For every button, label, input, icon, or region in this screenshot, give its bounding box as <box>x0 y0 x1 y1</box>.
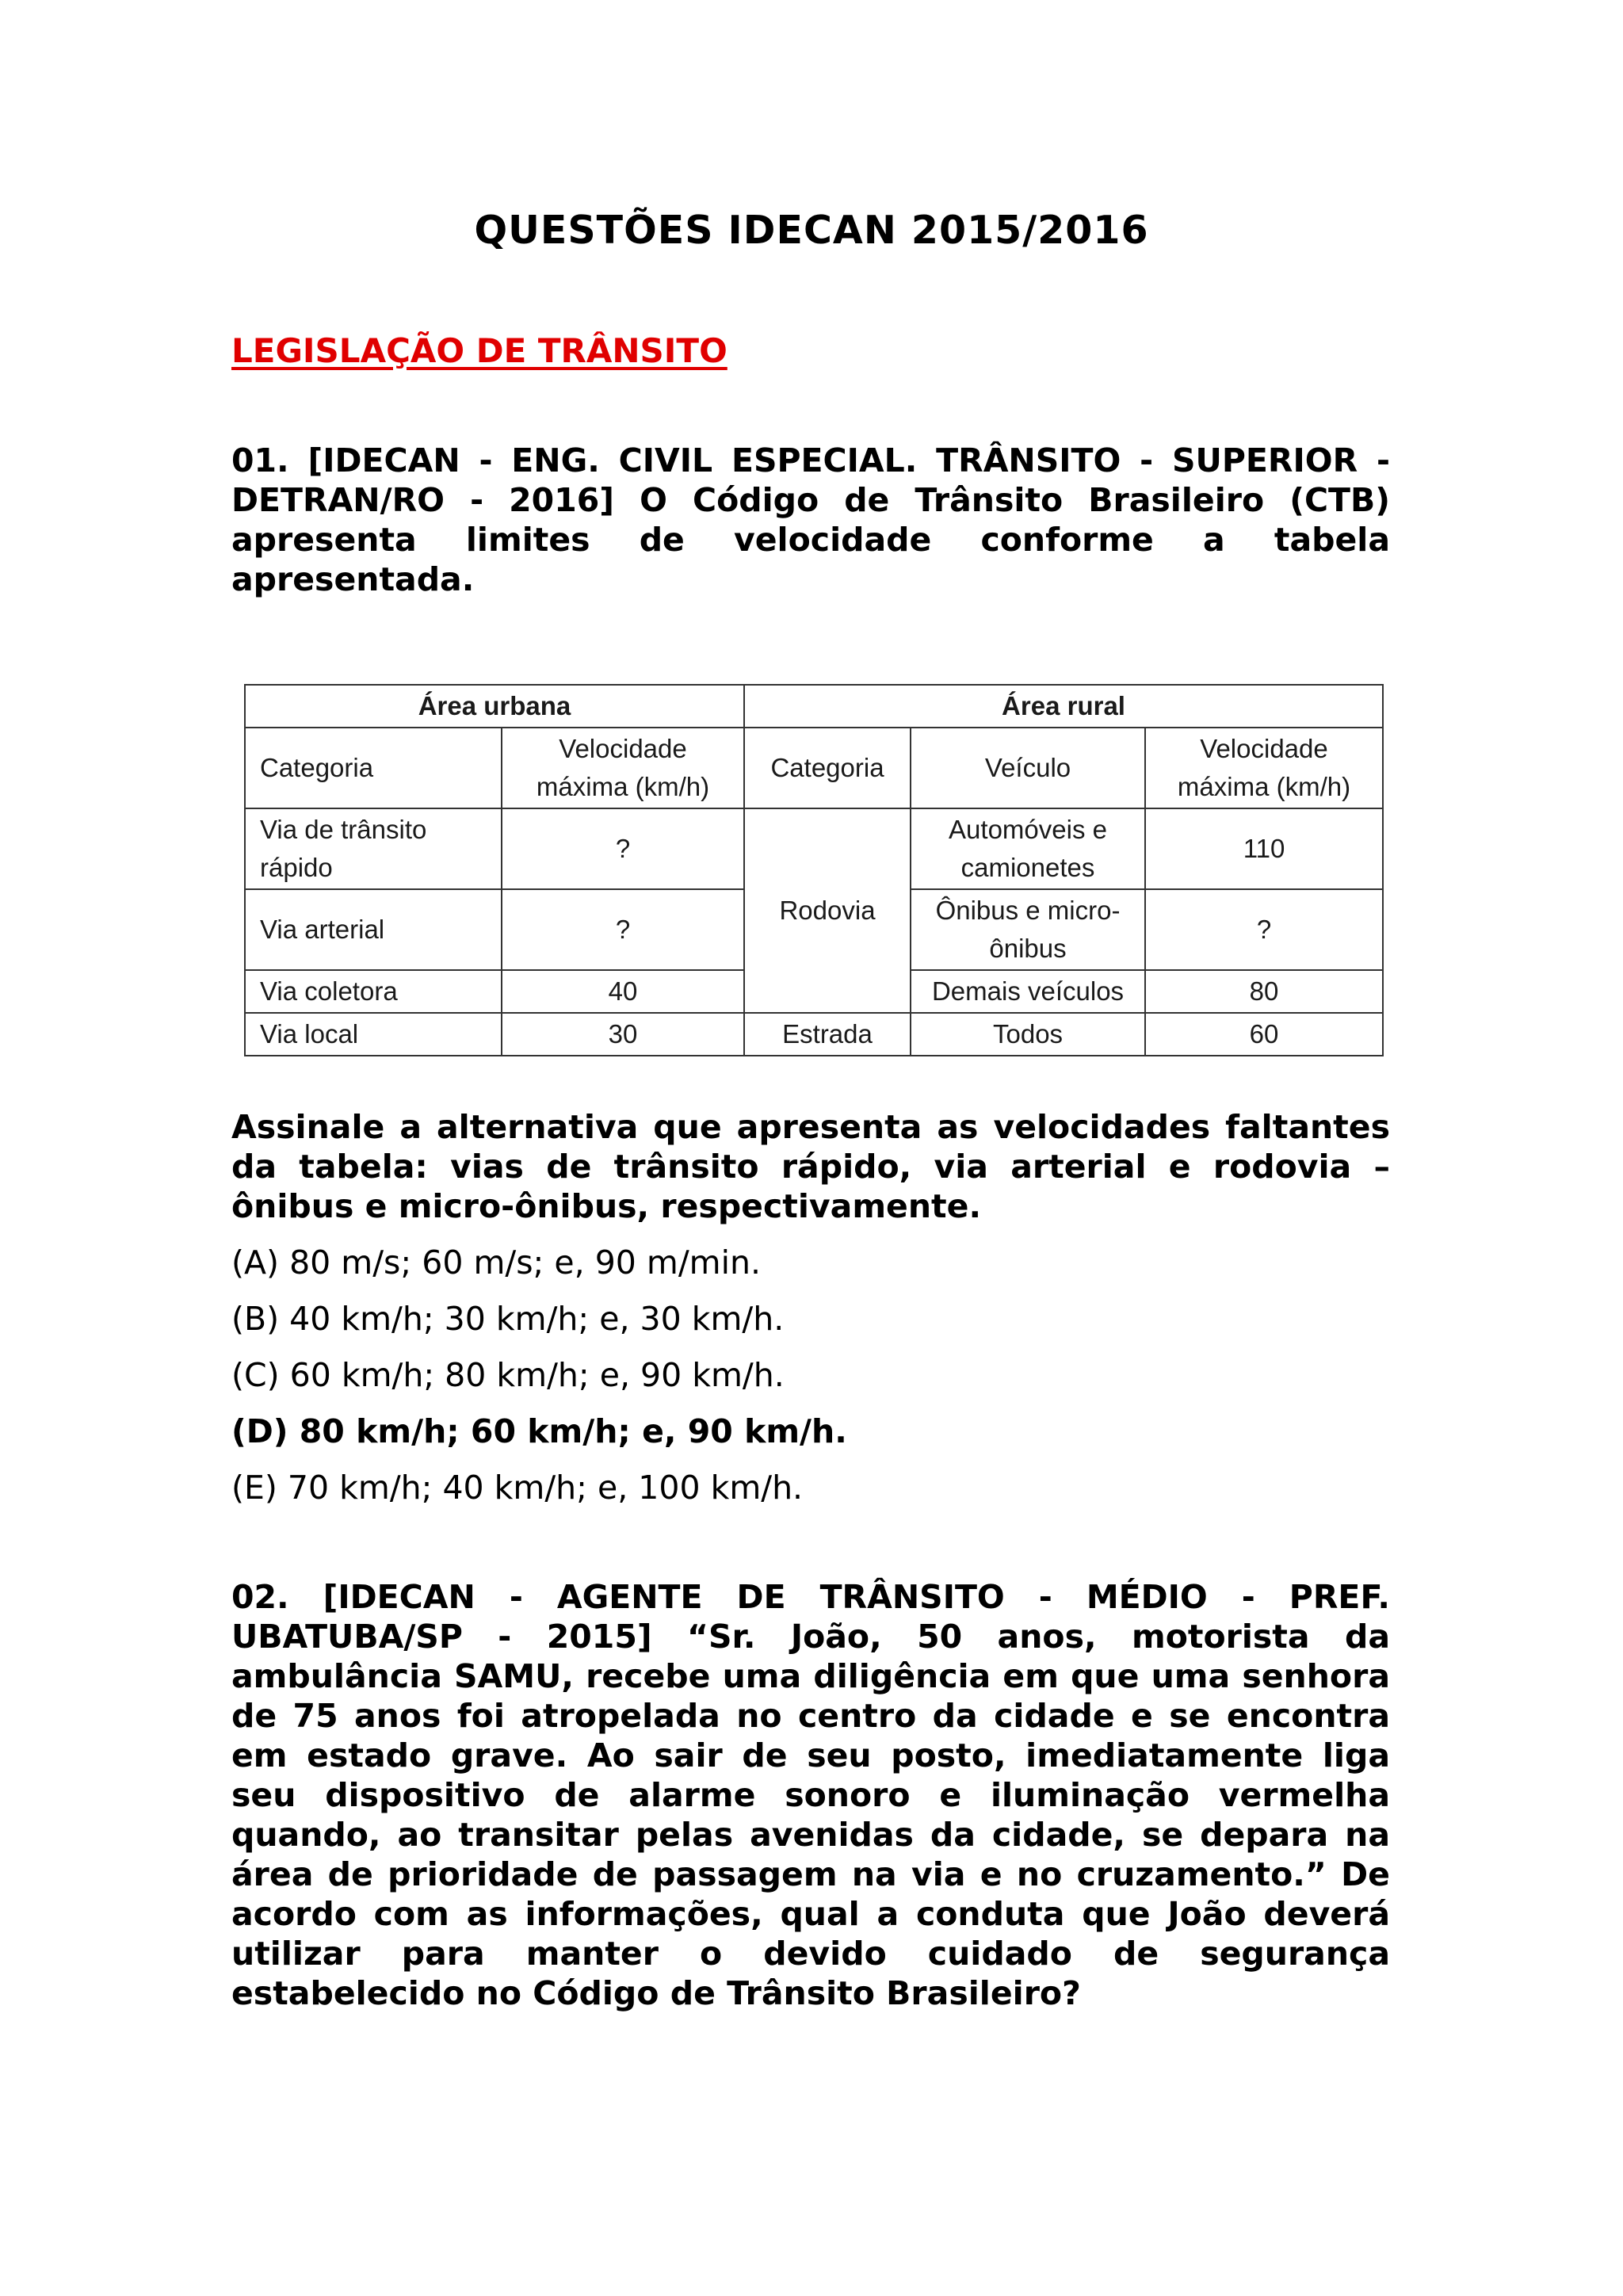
option-c: (C) 60 km/h; 80 km/h; e, 90 km/h. <box>231 1356 785 1394</box>
table-cell: Via local <box>245 1013 502 1056</box>
option-d-correct: (D) 80 km/h; 60 km/h; e, 90 km/h. <box>231 1412 847 1450</box>
table-cell: 30 <box>502 1013 744 1056</box>
table-row <box>245 808 1383 889</box>
table-cell-estrada: Estrada <box>744 1013 911 1056</box>
table-cell: Via coletora <box>245 970 502 1013</box>
table-cell: 80 <box>1145 970 1383 1013</box>
table-cell: Demais veículos <box>911 970 1145 1013</box>
col-header-velocidade-rural: Velocidade máxima (km/h) <box>1145 728 1383 808</box>
answer-options <box>231 1239 1390 1520</box>
table-cell: Via de trânsito rápido <box>245 808 502 889</box>
table-cell: Via arterial <box>245 889 502 970</box>
table-cell: Ônibus e micro-ônibus <box>911 889 1145 970</box>
col-header-veiculo: Veículo <box>911 728 1145 808</box>
table-group-header-row <box>245 685 1383 728</box>
table-cell: 40 <box>502 970 744 1013</box>
table-cell-rodovia: Rodovia <box>744 808 911 1013</box>
table-row <box>245 1013 1383 1056</box>
col-header-categoria-urban: Categoria <box>245 728 502 808</box>
question-1-stem: 01. [IDECAN - ENG. CIVIL ESPECIAL. TRÂNSITO - SUPERIOR - DETRAN/RO - 2016] O Código de Trânsito Brasileiro (CTB) apresenta limites de velocidade conforme a tabela apresentada. <box>231 441 1390 598</box>
col-header-velocidade-urban: Velocidade máxima (km/h) <box>502 728 744 808</box>
section-heading: LEGISLAÇÃO DE TRÂNSITO <box>231 331 727 370</box>
table-cell: ? <box>502 808 744 889</box>
table-cell: Automóveis e camionetes <box>911 808 1145 889</box>
question-2-stem: 02. [IDECAN - AGENTE DE TRÂNSITO - MÉDIO - PREF. UBATUBA/SP - 2015] “Sr. João, 50 anos, motorista da ambulância SAMU, recebe uma diligência em que uma senhora de 75 anos foi atropelada no centro da cidade e se encontra em estado grave. Ao sair de seu posto, imediatamente liga seu dispositivo de alarme sonoro e iluminação vermelha quando, ao transitar pelas avenidas da cidade, se depara na área de prioridade de passagem na via e no cruzamento.” De acordo com as informações, qual a conduta que João deverá utilizar para manter o devido cuidado de segurança estabelecido no Código de Trânsito Brasileiro? <box>231 1578 1390 2012</box>
option-e: (E) 70 km/h; 40 km/h; e, 100 km/h. <box>231 1469 804 1507</box>
table-header-urban: Área urbana <box>245 685 744 728</box>
page-title: QUESTÕES IDECAN 2015/2016 <box>474 208 1149 253</box>
speed-limits-table <box>244 684 1384 1056</box>
option-b: (B) 40 km/h; 30 km/h; e, 30 km/h. <box>231 1300 785 1338</box>
table-column-header-row <box>245 728 1383 808</box>
table-header-rural: Área rural <box>744 685 1383 728</box>
table-cell: Todos <box>911 1013 1145 1056</box>
option-a: (A) 80 m/s; 60 m/s; e, 90 m/min. <box>231 1244 761 1282</box>
table-cell: 60 <box>1145 1013 1383 1056</box>
table-cell: ? <box>502 889 744 970</box>
table-cell: ? <box>1145 889 1383 970</box>
col-header-categoria-rural: Categoria <box>744 728 911 808</box>
table-cell: 110 <box>1145 808 1383 889</box>
question-1-prompt: Assinale a alternativa que apresenta as velocidades faltantes da tabela: vias de trânsito rápido, via arterial e rodovia – ônibus e micro-ônibus, respectivamente. <box>231 1108 1390 1225</box>
